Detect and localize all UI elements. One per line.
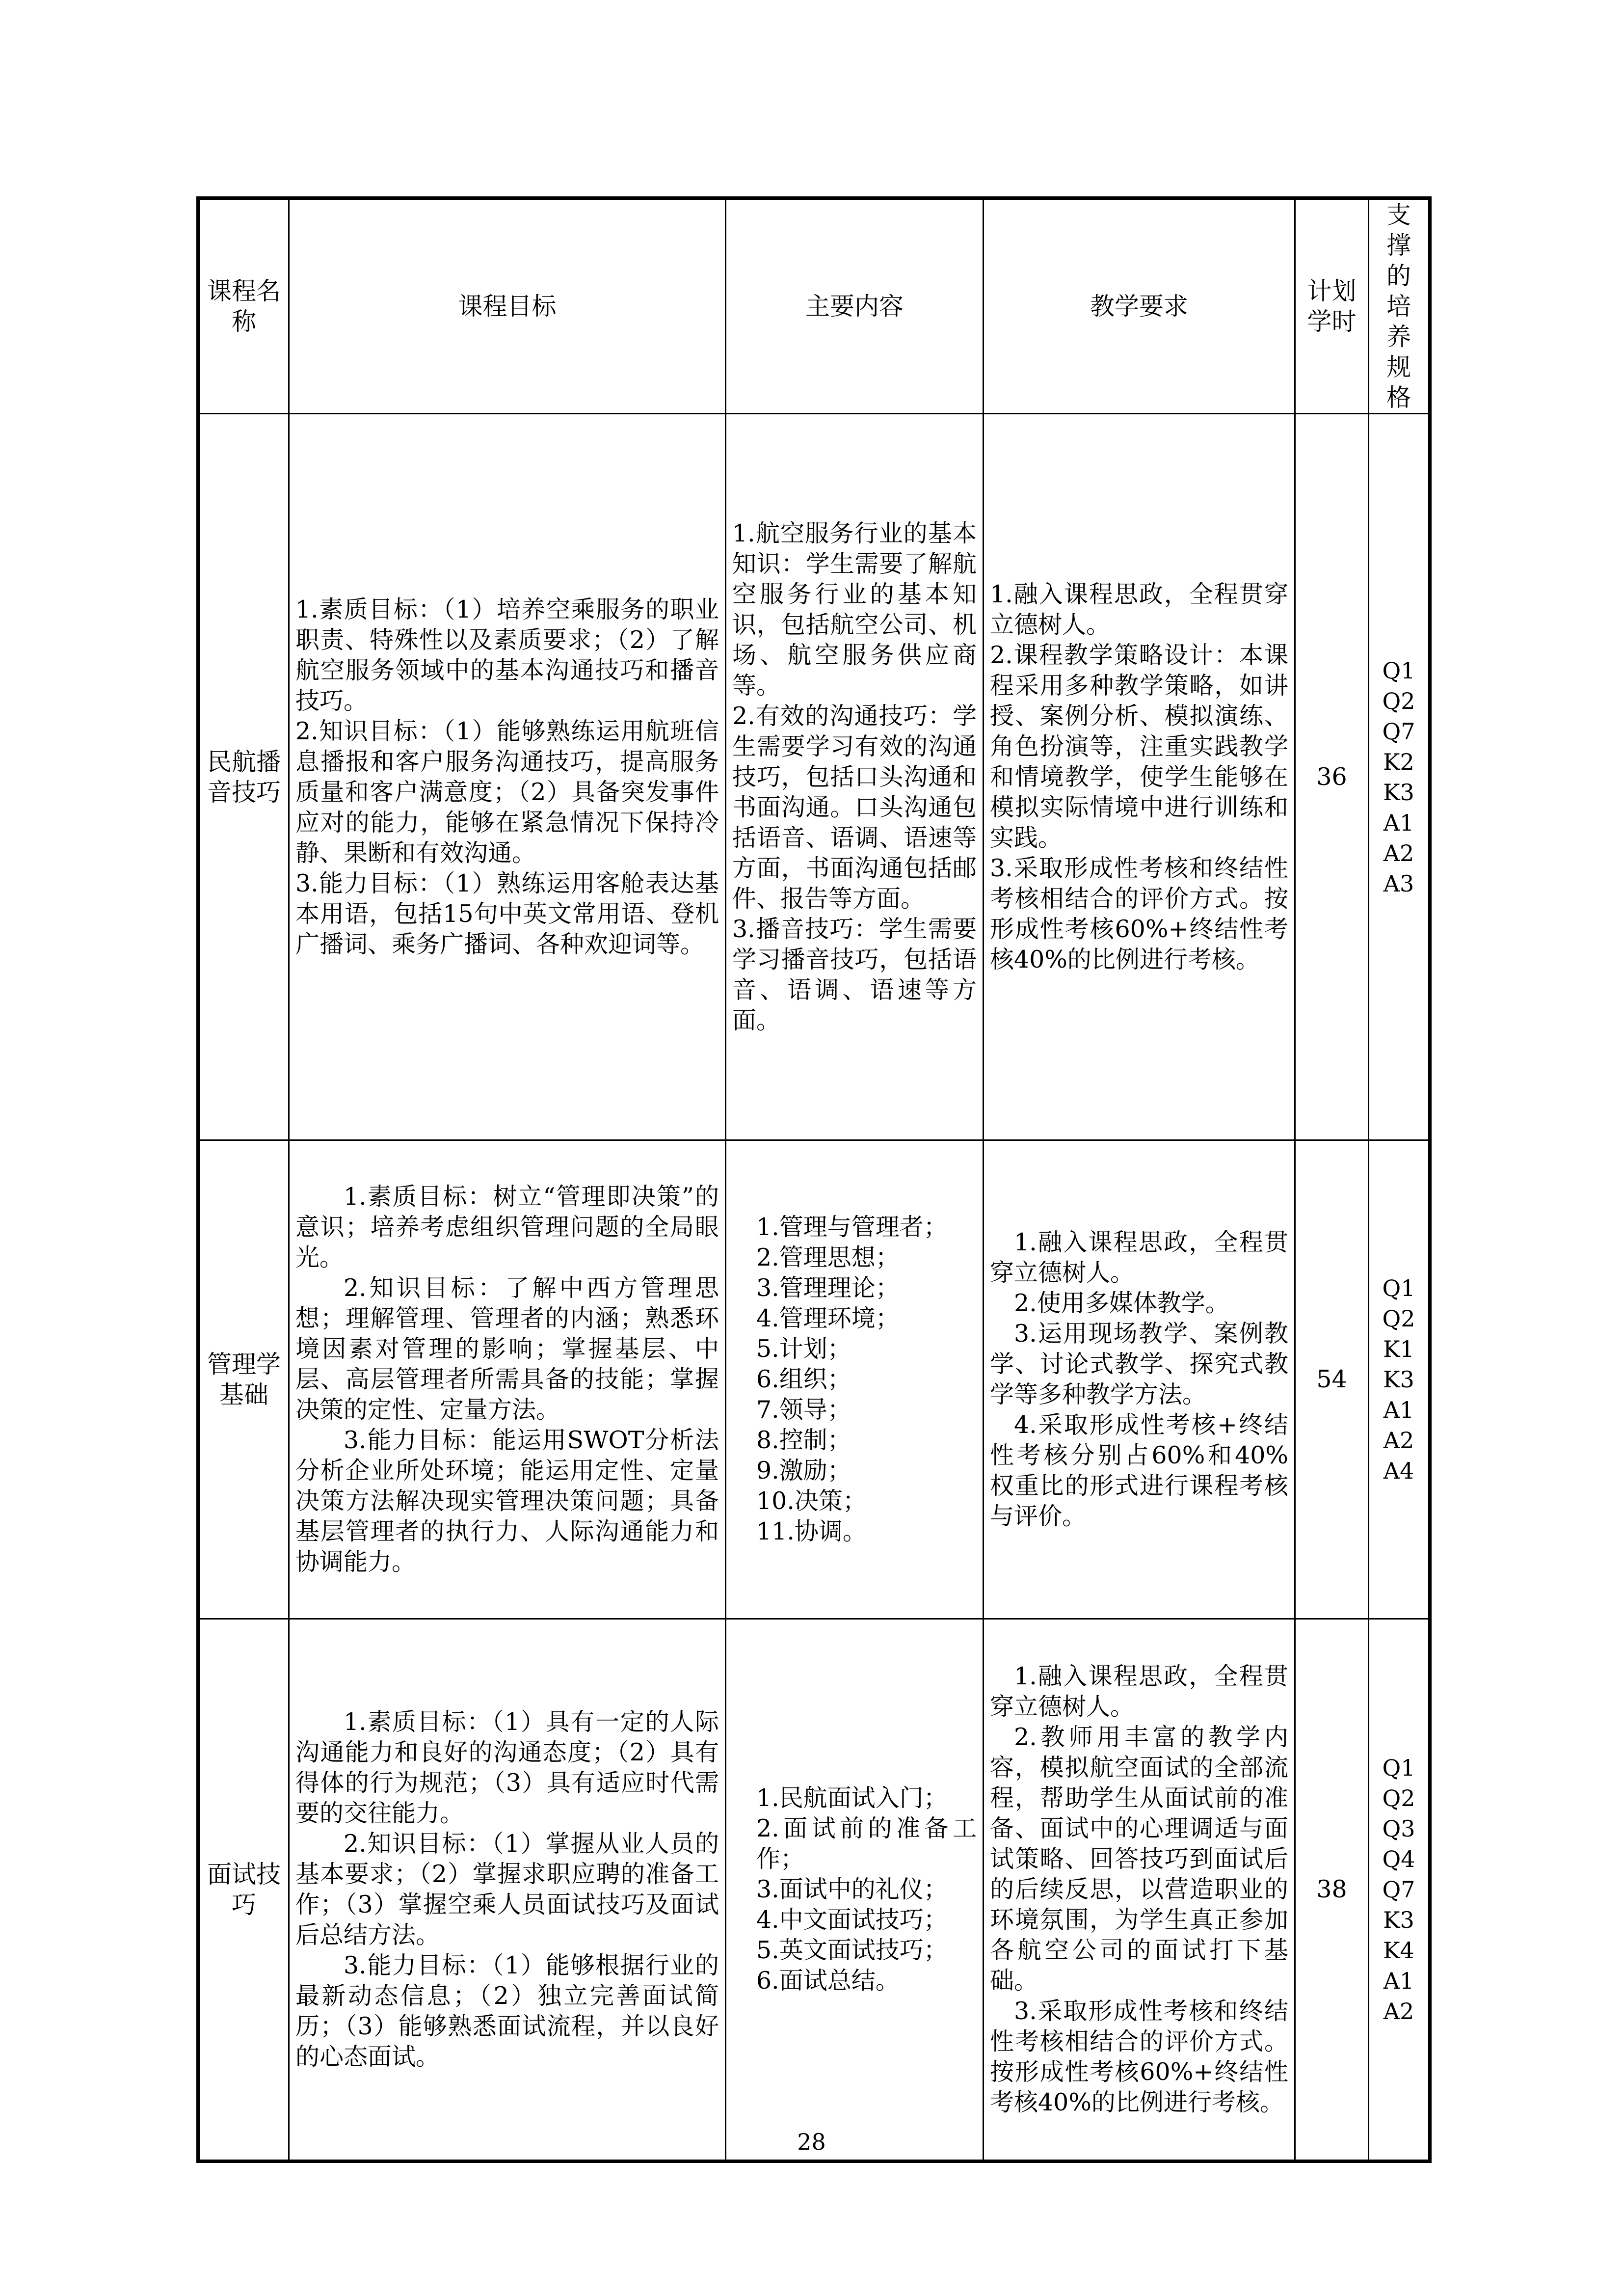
header-main-content: 主要内容 <box>726 198 984 414</box>
requirement-item: 1.融入课程思政，全程贯穿立德树人。 <box>990 580 1288 639</box>
table-row <box>198 1619 1430 2161</box>
content-item: 4.中文面试技巧； <box>756 1906 948 1934</box>
course-objectives <box>289 414 726 1140</box>
teaching-requirements <box>984 1140 1295 1619</box>
spec-code: Q1 <box>1382 1755 1415 1781</box>
course-name: 管理学基础 <box>198 1140 289 1619</box>
spec-code: A2 <box>1383 1427 1414 1454</box>
spec-code: A4 <box>1383 1458 1414 1484</box>
spec-code: K3 <box>1383 1907 1414 1933</box>
course-name: 民航播音技巧 <box>198 414 289 1140</box>
content-item: 1.管理与管理者； <box>756 1213 948 1241</box>
content-item: 5.计划； <box>756 1335 851 1363</box>
requirement-item: 1.融入课程思政，全程贯穿立德树人。 <box>990 1662 1288 1721</box>
content-item: 3.播音技巧：学生需要学习播音技巧，包括语音、语调、语速等方面。 <box>732 915 977 1034</box>
objective-item: 3.能力目标：（1）熟练运用客舱表达基本用语，包括15句中英文常用语、登机广播词、乘务广播词、各种欢迎词等。 <box>295 869 719 958</box>
objective-item: 1.素质目标：（1）具有一定的人际沟通能力和良好的沟通态度；（2）具有得体的行为规范；（3）具有适应时代需要的交往能力。 <box>295 1708 719 1827</box>
content-item: 2.有效的沟通技巧：学生需要学习有效的沟通技巧，包括口头沟通和书面沟通。口头沟通包括语音、语调、语速等方面，书面沟通包括邮件、报告等方面。 <box>732 702 977 913</box>
supported-specs <box>1369 1619 1430 2161</box>
course-name: 面试技巧 <box>198 1619 289 2161</box>
content-item: 2.管理思想； <box>756 1243 900 1271</box>
spec-code: Q7 <box>1382 718 1415 745</box>
spec-code: Q7 <box>1382 1876 1415 1903</box>
planned-hours: 54 <box>1295 1140 1369 1619</box>
spec-code: K2 <box>1383 748 1414 775</box>
spec-code: A1 <box>1383 1968 1414 1994</box>
spec-code: Q2 <box>1382 1305 1415 1332</box>
spec-code: K3 <box>1383 1366 1414 1393</box>
content-item: 11.协调。 <box>756 1517 867 1545</box>
spec-code: K4 <box>1383 1937 1414 1964</box>
requirement-item: 1.融入课程思政，全程贯穿立德树人。 <box>990 1228 1288 1287</box>
spec-code: Q1 <box>1382 657 1415 684</box>
requirement-item: 2.使用多媒体教学。 <box>1014 1289 1229 1317</box>
spec-code: A2 <box>1383 1998 1414 2025</box>
content-item: 6.面试总结。 <box>756 1967 900 1995</box>
objective-item: 2.知识目标：（1）掌握从业人员的基本要求；（2）掌握求职应聘的准备工作；（3）掌握空乘人员面试技巧及面试后总结方法。 <box>295 1830 719 1949</box>
planned-hours: 36 <box>1295 414 1369 1140</box>
objective-item: 2.知识目标：（1）能够熟练运用航班信息播报和客户服务沟通技巧，提高服务质量和客户满意度；（2）具备突发事件应对的能力，能够在紧急情况下保持冷静、果断和有效沟通。 <box>295 717 719 867</box>
header-teaching-requirements: 教学要求 <box>984 198 1295 414</box>
content-item: 3.面试中的礼仪； <box>756 1875 948 1903</box>
course-table <box>196 196 1432 2163</box>
spec-code: Q4 <box>1382 1846 1415 1872</box>
table-row <box>198 414 1430 1140</box>
spec-code: Q2 <box>1382 1785 1415 1811</box>
course-objectives <box>289 1619 726 2161</box>
spec-code: A1 <box>1383 1397 1414 1423</box>
objective-item: 1.素质目标：树立“管理即决策”的意识；培养考虑组织管理问题的全局眼光。 <box>295 1183 719 1271</box>
spec-code: Q3 <box>1382 1815 1415 1842</box>
requirement-item: 4.采取形成性考核+终结性考核分别占60%和40%权重比的形式进行课程考核与评价。 <box>990 1411 1288 1530</box>
content-item: 2.面试前的准备工作； <box>756 1814 977 1873</box>
content-item: 8.控制； <box>756 1426 851 1454</box>
header-supported-specs: 支撑的培养规格 <box>1369 198 1430 414</box>
spec-code: K1 <box>1383 1336 1414 1362</box>
header-row <box>198 198 1430 414</box>
header-course-name: 课程名称 <box>198 198 289 414</box>
page-number: 28 <box>797 2129 826 2155</box>
content-item: 9.激励； <box>756 1457 851 1485</box>
table-row <box>198 1140 1430 1619</box>
main-content <box>726 1140 984 1619</box>
planned-hours: 38 <box>1295 1619 1369 2161</box>
supported-specs <box>1369 414 1430 1140</box>
content-item: 1.民航面试入门； <box>756 1784 948 1812</box>
header-course-objectives: 课程目标 <box>289 198 726 414</box>
requirement-item: 3.采取形成性考核和终结性考核相结合的评价方式。按形成性考核60%+终结性考核40%的比例进行考核。 <box>990 854 1288 973</box>
requirement-item: 2.课程教学策略设计：本课程采用多种教学策略，如讲授、案例分析、模拟演练、角色扮演等，注重实践教学和情境教学，使学生能够在模拟实际情境中进行训练和实践。 <box>990 641 1288 852</box>
supported-specs <box>1369 1140 1430 1619</box>
requirement-item: 3.运用现场教学、案例教学、讨论式教学、探究式教学等多种教学方法。 <box>990 1320 1288 1408</box>
content-item: 6.组织； <box>756 1365 851 1393</box>
requirement-item: 3.采取形成性考核和终结性考核相结合的评价方式。按形成性考核60%+终结性考核40%的比例进行考核。 <box>990 1997 1288 2116</box>
objective-item: 1.素质目标：（1）培养空乘服务的职业职责、特殊性以及素质要求；（2）了解航空服务领域中的基本沟通技巧和播音技巧。 <box>295 595 719 715</box>
spec-code: A2 <box>1383 839 1414 866</box>
content-item: 10.决策； <box>756 1487 867 1515</box>
spec-code: A3 <box>1383 870 1414 897</box>
main-content <box>726 1619 984 2161</box>
spec-code: A1 <box>1383 809 1414 836</box>
teaching-requirements <box>984 1619 1295 2161</box>
spec-code: Q1 <box>1382 1275 1415 1301</box>
main-content <box>726 414 984 1140</box>
course-objectives <box>289 1140 726 1619</box>
content-item: 4.管理环境； <box>756 1304 900 1332</box>
objective-item: 3.能力目标：（1）能够根据行业的最新动态信息；（2）独立完善面试简历；（3）能够熟悉面试流程，并以良好的心态面试。 <box>295 1951 719 2071</box>
header-planned-hours: 计划学时 <box>1295 198 1369 414</box>
content-item: 5.英文面试技巧； <box>756 1936 948 1964</box>
spec-code: Q2 <box>1382 687 1415 714</box>
objective-item: 2.知识目标：了解中西方管理思想；理解管理、管理者的内涵；熟悉环境因素对管理的影响；掌握基层、中层、高层管理者所需具备的技能；掌握决策的定性、定量方法。 <box>295 1274 719 1424</box>
objective-item: 3.能力目标：能运用SWOT分析法分析企业所处环境；能运用定性、定量决策方法解决现实管理决策问题；具备基层管理者的执行力、人际沟通能力和协调能力。 <box>295 1426 719 1576</box>
teaching-requirements <box>984 414 1295 1140</box>
content-item: 7.领导； <box>756 1396 851 1424</box>
requirement-item: 2.教师用丰富的教学内容，模拟航空面试的全部流程，帮助学生从面试前的准备、面试中的心理调适与面试策略、回答技巧到面试后的后续反思，以营造职业的环境氛围，为学生真正参加各航空公司的面试打下基础。 <box>990 1723 1288 1995</box>
spec-code: K3 <box>1383 779 1414 806</box>
content-item: 3.管理理论； <box>756 1274 900 1302</box>
content-item: 1.航空服务行业的基本知识：学生需要了解航空服务行业的基本知识，包括航空公司、机场、航空服务供应商等。 <box>732 519 977 700</box>
